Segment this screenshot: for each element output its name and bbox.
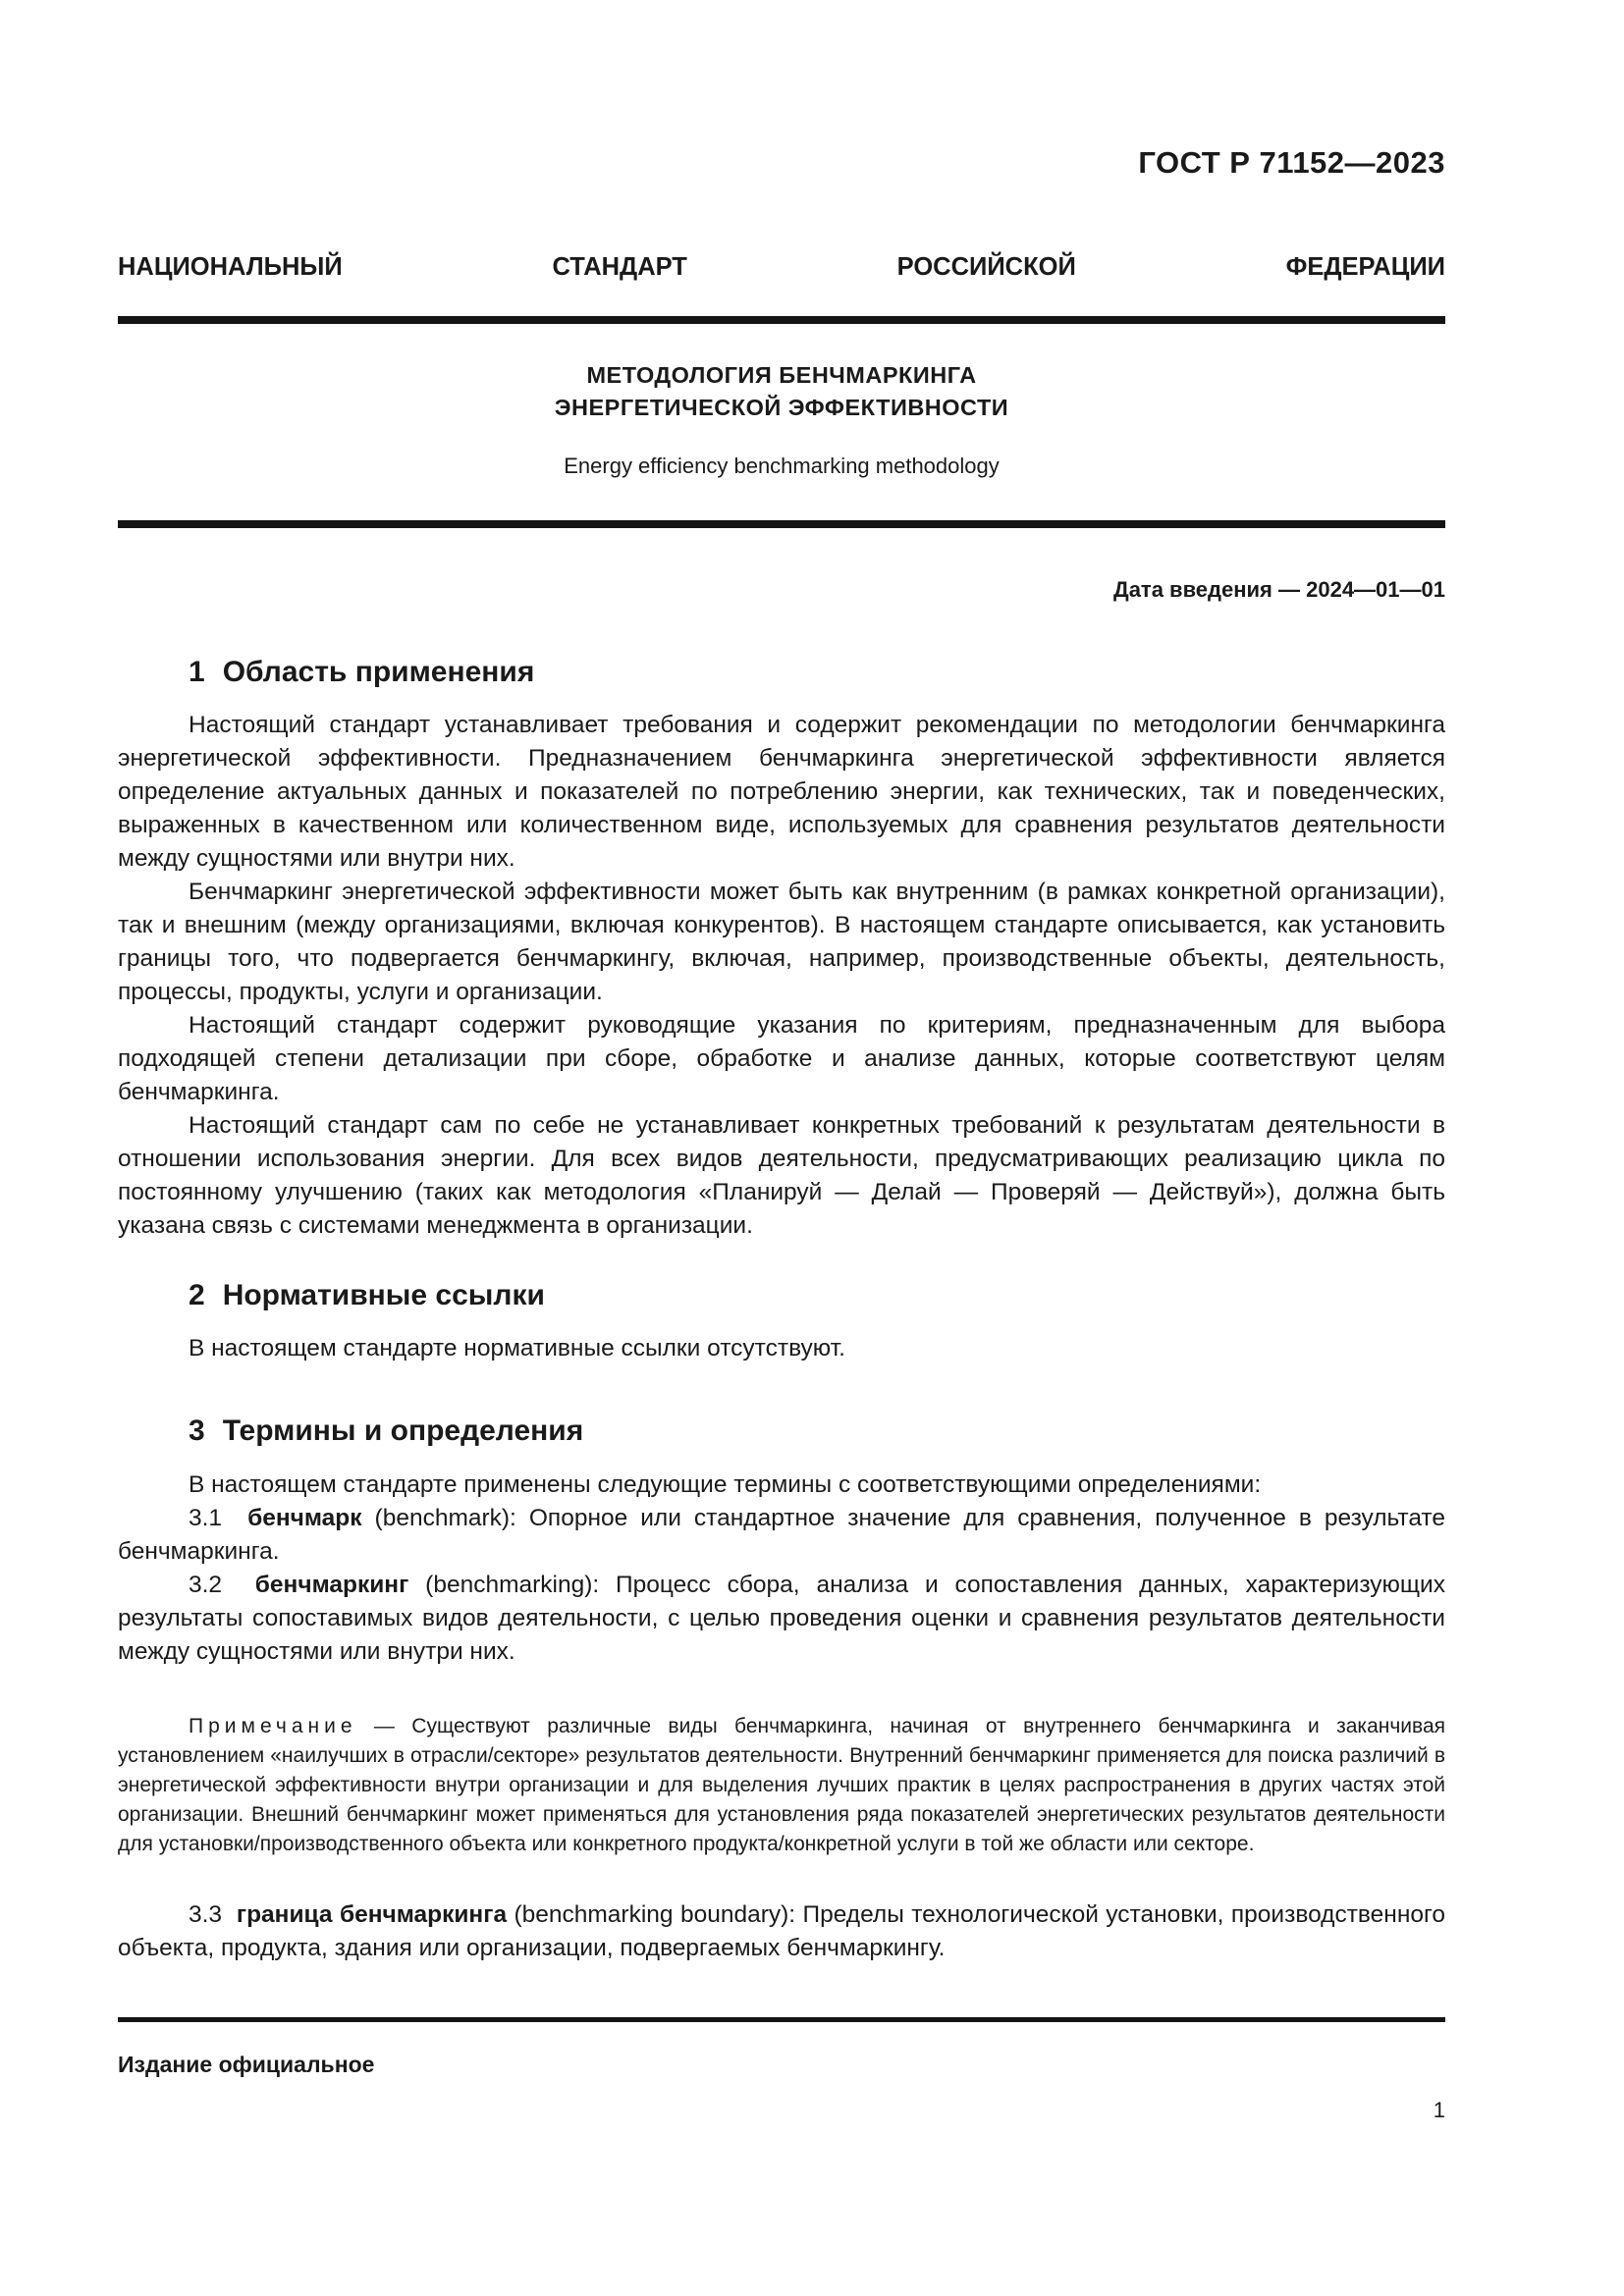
term-3-1: [118, 1502, 1445, 1569]
document-title-line-2: ЭНЕРГЕТИЧЕСКОЙ ЭФФЕКТИВНОСТИ: [554, 395, 1009, 420]
term-3-3: [118, 1898, 1445, 1965]
section-1-heading: [189, 656, 534, 689]
section-1-body: [118, 709, 1445, 1243]
document-title-english: Energy efficiency benchmarking methodology: [564, 454, 1000, 478]
term-name: бенчмарк: [247, 1505, 362, 1531]
section-2-body: [118, 1332, 1445, 1365]
national-standard-title: [118, 253, 1445, 282]
page-number: 1: [1433, 2098, 1445, 2122]
note-text: — Существуют различные виды бенчмаркинга, начиная от внутреннего бенчмаркинга и заканчивая установлением «наилучших в отрасли/секторе» результатов деятельности. Внутренний бенчмаркинг применяется для поиска различий в энергетической эффективности внутри организации и для выделения лучших практик в целях распространения в других частях этой организации. Внешний бенчмаркинг может применяться для установления ряда показателей энергетических результатов деятельности для установки/производственного объекта или конкретного продукта/конкретной услуги в той же области или секторе.: [118, 1715, 1445, 1855]
footer-rule: [118, 2017, 1445, 2022]
section-2-heading: [189, 1279, 545, 1312]
section-1-number: 1: [189, 656, 205, 688]
term-number: 3.3: [189, 1901, 223, 1928]
term-name: граница бенчмаркинга: [236, 1901, 508, 1928]
section-3-intro: В настоящем стандарте применены следующие термины с соответствующими определениями:: [189, 1471, 1262, 1498]
term-number: 3.1: [189, 1505, 223, 1531]
gost-number: ГОСТ Р 71152—2023: [1138, 145, 1445, 180]
term-3-2: [118, 1569, 1445, 1669]
section-1-paragraph: Бенчмаркинг энергетической эффективности может быть как внутренним (в рамках конкретной организации), так и внешним (между организациями, включая конкурентов). В настоящем стандарте описывается, как установить границы того, что подвергается бенчмаркингу, включая, например, производственные объекты, деятельность, процессы, продукты, услуги и организации.: [118, 879, 1445, 1005]
document-title: [118, 359, 1445, 424]
introduction-date: Дата введения — 2024—01—01: [1113, 577, 1445, 602]
national-standard-title-text: НАЦИОНАЛЬНЫЙ СТАНДАРТ РОССИЙСКОЙ ФЕДЕРАЦИИ: [118, 253, 1445, 281]
note-block: [118, 1712, 1445, 1859]
document-title-line-1: МЕТОДОЛОГИЯ БЕНЧМАРКИНГА: [586, 362, 977, 388]
section-3-heading: [189, 1415, 583, 1448]
term-definition: (benchmark): Опорное или стандартное значение для сравнения, полученное в результате бенчмаркинга.: [118, 1505, 1445, 1565]
document-page: [118, 0, 1445, 2296]
note-label: Примечание: [189, 1715, 357, 1737]
official-edition-label: Издание официальное: [118, 2052, 375, 2077]
section-2-paragraph: В настоящем стандарте нормативные ссылки отсутствуют.: [189, 1335, 845, 1362]
section-1-title: Область применения: [222, 656, 535, 688]
top-rule: [118, 316, 1445, 324]
term-3-3-block: [118, 1898, 1445, 1965]
section-1-paragraph: Настоящий стандарт содержит руководящие указания по критериям, предназначенным для выбора подходящей степени детализации при сборе, обработке и анализе данных, которые соответствуют целям бенчмаркинга.: [118, 1012, 1445, 1105]
section-2-number: 2: [189, 1279, 205, 1311]
section-1-paragraph: Настоящий стандарт сам по себе не устанавливает конкретных требований к результатам деятельности в отношении использования энергии. Для всех видов деятельности, предусматривающих реализацию цикла по постоянному улучшению (таких как методология «Планируй — Делай — Проверяй — Действуй»), должна быть указана связь с системами менеджмента в организации.: [118, 1112, 1445, 1239]
section-3-body: [118, 1468, 1445, 1669]
section-3-number: 3: [189, 1415, 205, 1447]
term-number: 3.2: [189, 1572, 223, 1598]
term-definition: (benchmarking): Процесс сбора, анализа и сопоставления данных, характеризующих результаты сопоставимых видов деятельности, с целью проведения оценки и сравнения результатов деятельности между сущностями или внутри них.: [118, 1572, 1445, 1665]
term-name: бенчмаркинг: [254, 1572, 409, 1598]
title-rule: [118, 520, 1445, 528]
term-definition: (benchmarking boundary): Пределы технологической установки, производственного объекта, продукта, здания или организации, подвергаемых бенчмаркингу.: [118, 1901, 1445, 1961]
section-3-title: Термины и определения: [222, 1415, 584, 1447]
section-1-paragraph: Настоящий стандарт устанавливает требования и содержит рекомендации по методологии бенчмаркинга энергетической эффективности. Предназначением бенчмаркинга энергетической эффективности является определение актуальных данных и показателей по потреблению энергии, как технических, так и поведенческих, выраженных в качественном или количественном виде, используемых для сравнения результатов деятельности между сущностями или внутри них.: [118, 712, 1445, 872]
section-2-title: Нормативные ссылки: [222, 1279, 545, 1311]
note-paragraph: [118, 1712, 1445, 1859]
